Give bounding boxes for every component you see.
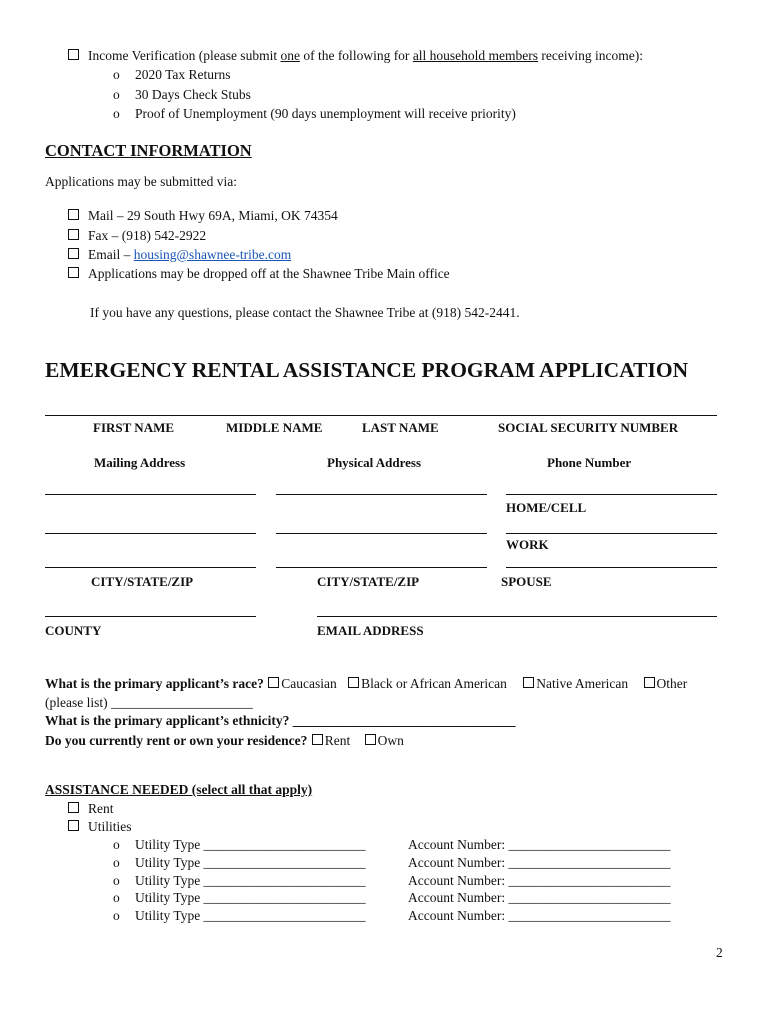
contact-questions: If you have any questions, please contact the Shawnee Tribe at (918) 542-2441.: [90, 305, 520, 320]
label-work: WORK: [506, 537, 549, 552]
race-question-label: What is the primary applicant’s race?: [45, 676, 264, 691]
account-number-field[interactable]: Account Number: ________________________: [408, 908, 671, 923]
mailing-address-line-2[interactable]: [45, 533, 256, 534]
label-spouse: SPOUSE: [501, 574, 552, 589]
label-ssn: SOCIAL SECURITY NUMBER: [498, 420, 679, 435]
contact-intro: Applications may be submitted via:: [45, 174, 237, 189]
race-question-row: What is the primary applicant’s race? Caucasian Black or African American Native American Other: [45, 676, 688, 691]
account-number-field[interactable]: Account Number: ________________________: [408, 873, 671, 888]
utility-row: o Utility Type ________________________: [113, 873, 366, 888]
assistance-utilities-item: Utilities: [68, 819, 132, 835]
utility-row: o Utility Type ________________________: [113, 908, 366, 923]
label-city-state-zip-physical: CITY/STATE/ZIP: [317, 574, 420, 589]
label-mailing-address: Mailing Address: [94, 455, 186, 470]
label-physical-address: Physical Address: [327, 455, 422, 470]
rent-own-question-row: Do you currently rent or own your residence? Rent Own: [45, 733, 404, 748]
contact-heading: CONTACT INFORMATION: [45, 141, 252, 160]
checkbox-assistance-utilities[interactable]: [68, 820, 79, 831]
label-middle-name: MIDDLE NAME: [226, 420, 323, 435]
utility-row: o Utility Type ________________________: [113, 837, 366, 852]
title-divider: [45, 415, 717, 416]
contact-mail-item: Mail – 29 South Hwy 69A, Miami, OK 74354: [68, 208, 338, 224]
income-verification-item: Income Verification (please submit one of the following for all household members receiving income):: [68, 48, 643, 64]
email-address-line[interactable]: [317, 616, 717, 617]
checkbox-assistance-rent[interactable]: [68, 802, 79, 813]
checkbox-income-verification[interactable]: [68, 49, 79, 60]
utility-type-field[interactable]: Utility Type ________________________: [135, 855, 366, 870]
label-county: COUNTY: [45, 623, 102, 638]
race-please-list[interactable]: (please list) _____________________: [45, 695, 253, 710]
checkbox-mail[interactable]: [68, 209, 79, 220]
income-sub-item: o 2020 Tax Returns: [113, 67, 231, 82]
county-line[interactable]: [45, 616, 256, 617]
checkbox-other[interactable]: [644, 677, 655, 688]
assistance-heading: ASSISTANCE NEEDED (select all that apply): [45, 782, 313, 797]
ethnicity-question[interactable]: What is the primary applicant’s ethnicity? _________________________________: [45, 713, 516, 728]
city-state-zip-line-1[interactable]: [45, 567, 256, 568]
contact-fax-item: Fax – (918) 542-2922: [68, 228, 206, 244]
physical-address-line-1[interactable]: [276, 494, 487, 495]
checkbox-native-american[interactable]: [523, 677, 534, 688]
rent-own-question-label: Do you currently rent or own your residence?: [45, 733, 308, 748]
label-last-name: LAST NAME: [362, 420, 439, 435]
utility-type-field[interactable]: Utility Type ________________________: [135, 908, 366, 923]
label-city-state-zip-mailing: CITY/STATE/ZIP: [91, 574, 194, 589]
label-phone-number: Phone Number: [547, 455, 632, 470]
income-sub-item: o 30 Days Check Stubs: [113, 87, 251, 102]
mailing-address-line-1[interactable]: [45, 494, 256, 495]
checkbox-rent-residence[interactable]: [312, 734, 323, 745]
spouse-line[interactable]: [506, 567, 717, 568]
checkbox-fax[interactable]: [68, 229, 79, 240]
account-number-field[interactable]: Account Number: ________________________: [408, 837, 671, 852]
label-first-name: FIRST NAME: [93, 420, 175, 435]
assistance-rent-item: Rent: [68, 801, 114, 817]
contact-email-item: Email – housing@shawnee-tribe.com: [68, 247, 291, 263]
checkbox-own-residence[interactable]: [365, 734, 376, 745]
income-sub-item: o Proof of Unemployment (90 days unemployment will receive priority): [113, 106, 516, 121]
utility-row: o Utility Type ________________________: [113, 890, 366, 905]
checkbox-dropoff[interactable]: [68, 267, 79, 278]
account-number-field[interactable]: Account Number: ________________________: [408, 890, 671, 905]
contact-dropoff-item: Applications may be dropped off at the Shawnee Tribe Main office: [68, 266, 450, 282]
account-number-field[interactable]: Account Number: ________________________: [408, 855, 671, 870]
utility-type-field[interactable]: Utility Type ________________________: [135, 873, 366, 888]
checkbox-caucasian[interactable]: [268, 677, 279, 688]
utility-row: o Utility Type ________________________: [113, 855, 366, 870]
label-email-address: EMAIL ADDRESS: [317, 623, 424, 638]
label-home-cell: HOME/CELL: [506, 500, 587, 515]
page-number: 2: [716, 945, 723, 960]
checkbox-email[interactable]: [68, 248, 79, 259]
form-title: EMERGENCY RENTAL ASSISTANCE PROGRAM APPLICATION: [45, 358, 689, 382]
utility-type-field[interactable]: Utility Type ________________________: [135, 837, 366, 852]
work-line[interactable]: [506, 533, 717, 534]
city-state-zip-line-2[interactable]: [276, 567, 487, 568]
utility-type-field[interactable]: Utility Type ________________________: [135, 890, 366, 905]
physical-address-line-2[interactable]: [276, 533, 487, 534]
checkbox-black-african-american[interactable]: [348, 677, 359, 688]
home-cell-line[interactable]: [506, 494, 717, 495]
email-link[interactable]: housing@shawnee-tribe.com: [133, 247, 292, 262]
